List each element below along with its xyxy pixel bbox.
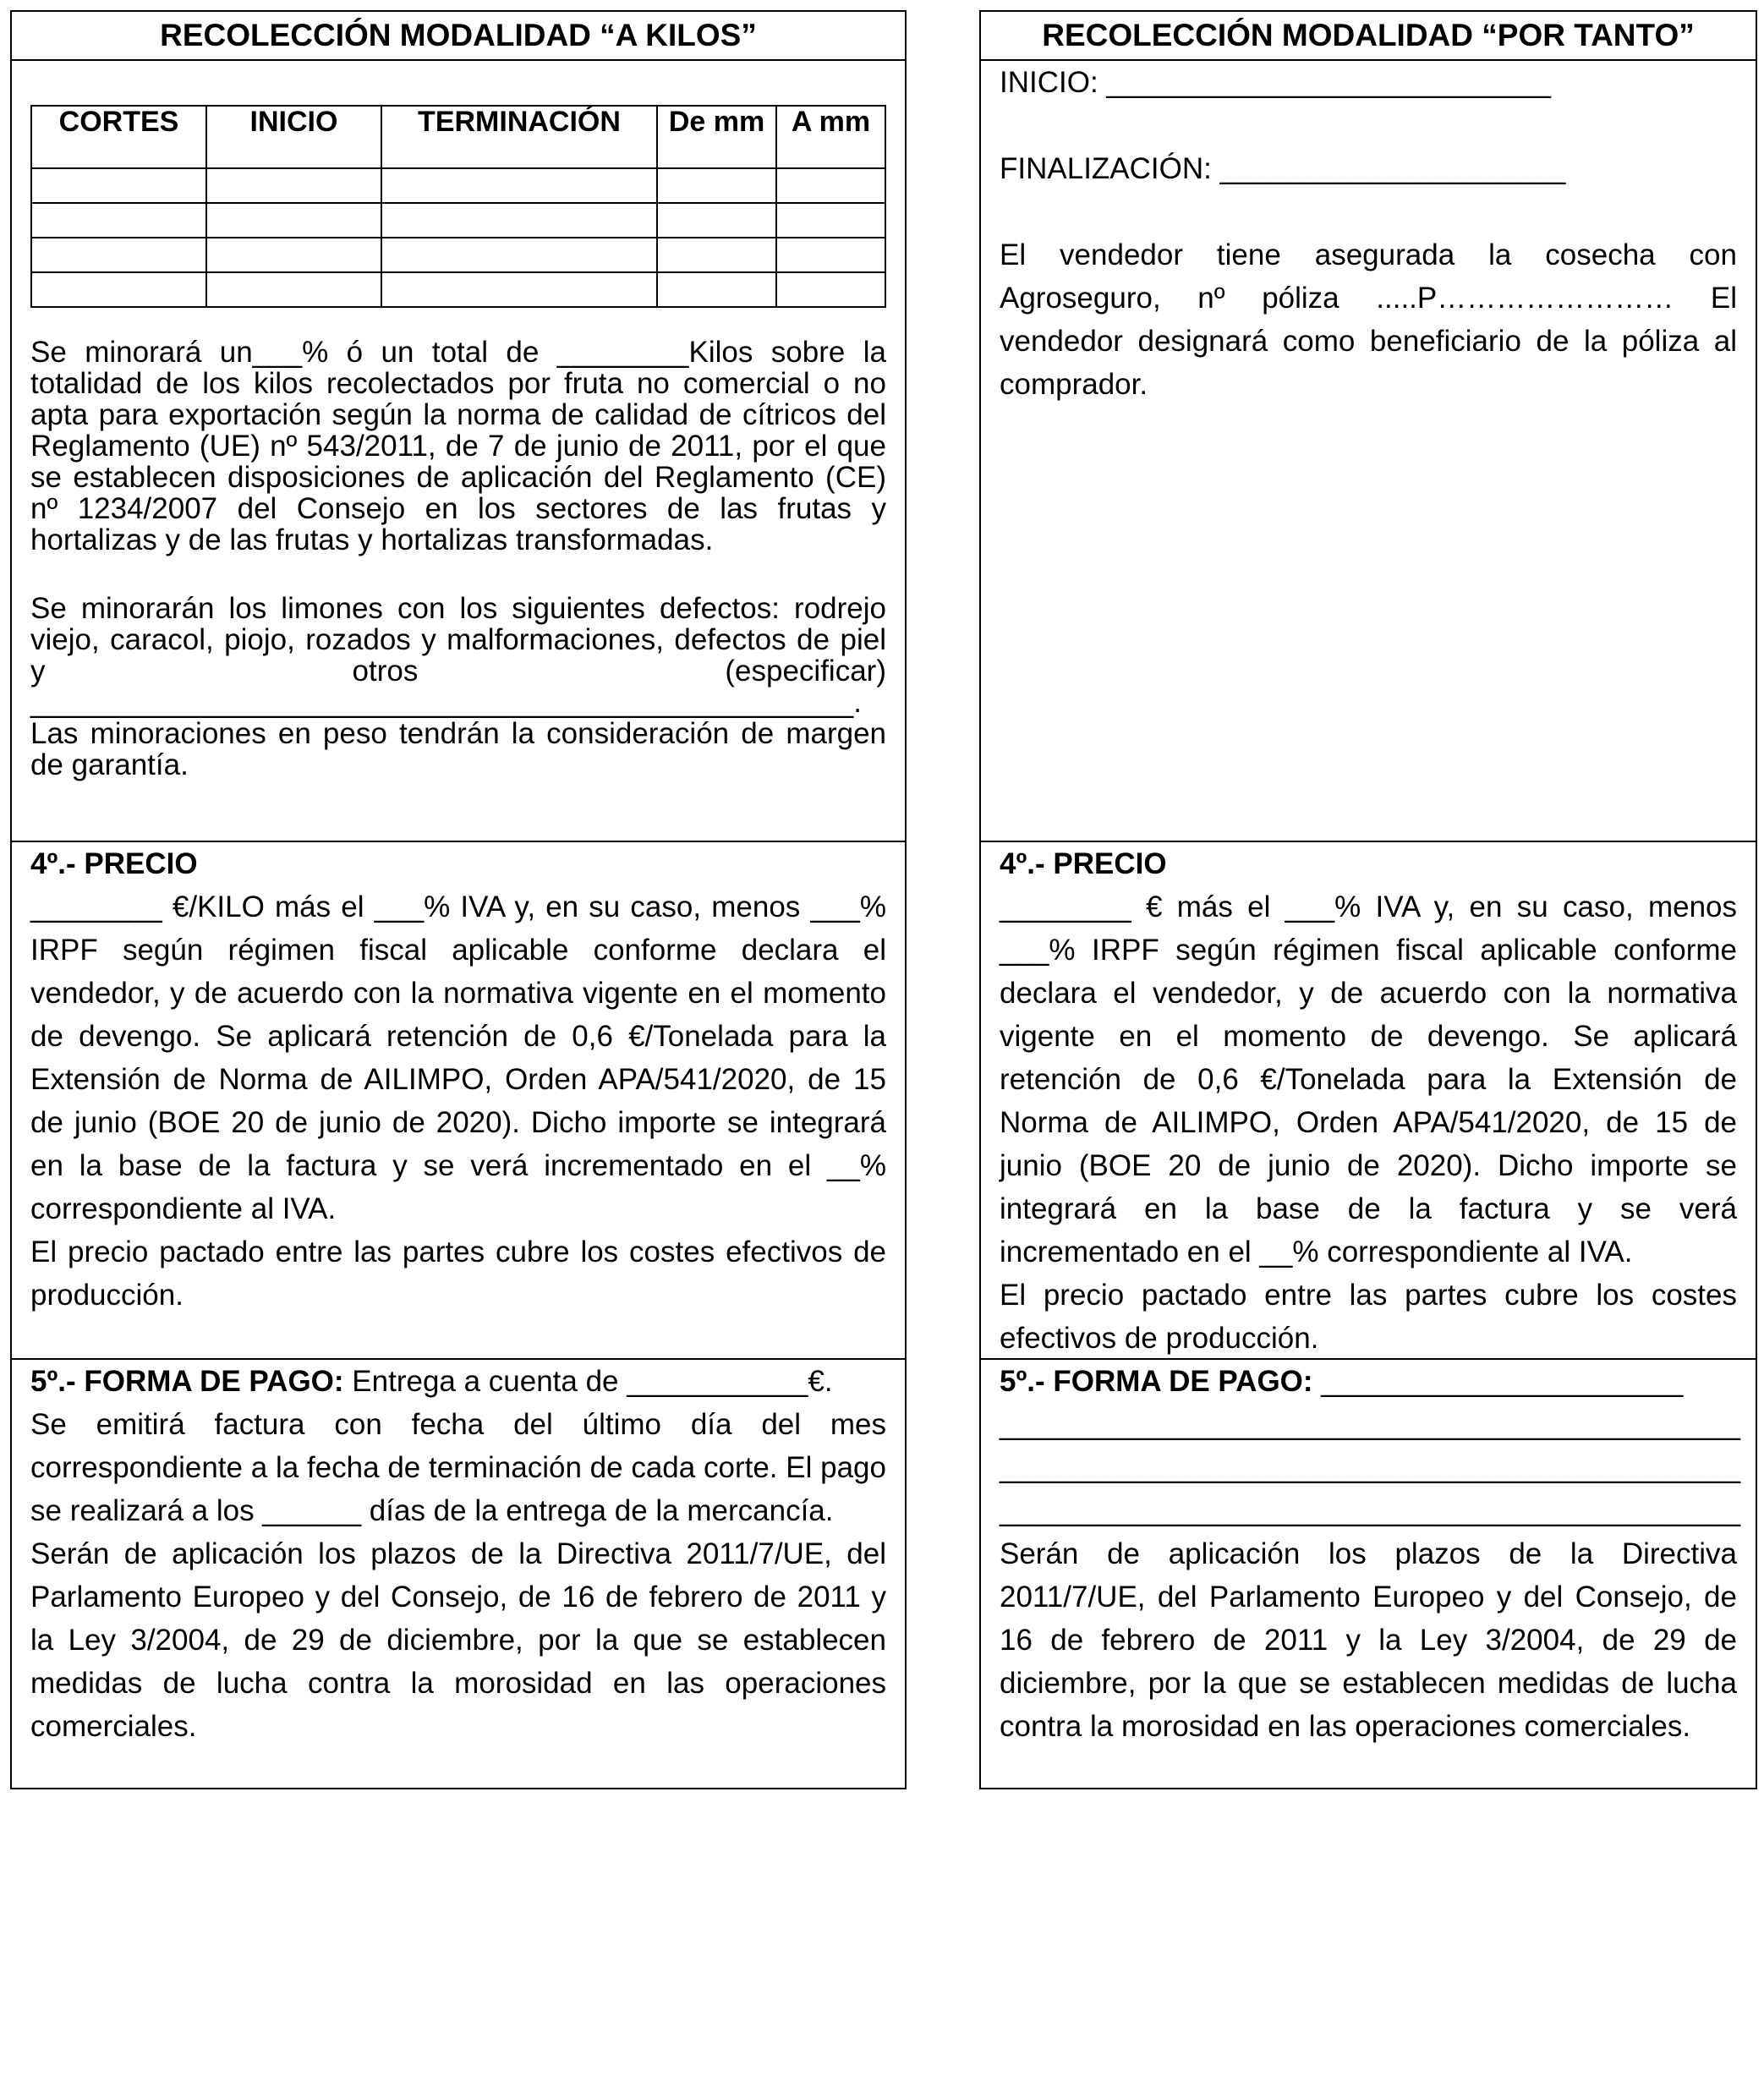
table-cell — [31, 168, 206, 203]
por-tanto-pago-plazos: Serán de aplicación los plazos de la Directiva 2011/7/UE, del Parlamento Europeo y del Consejo, de 16 de febrero de 2011 y la Ley 3/2004, de 29 de diciembre, por la que se establecen medidas de lucha contra la morosidad en las operaciones comerciales. — [1000, 1537, 1737, 1743]
table-cell — [657, 203, 776, 238]
table-cell — [776, 203, 885, 238]
table-row — [31, 203, 885, 238]
finalizacion-field: FINALIZACIÓN: _____________________ — [1000, 152, 1566, 185]
pago-blank-line: _____________________________________________ — [1000, 1494, 1740, 1527]
kilos-title-section — [12, 12, 905, 59]
table-cell — [776, 272, 885, 307]
por-tanto-precio-section — [981, 841, 1756, 1358]
table-row — [31, 272, 885, 307]
kilos-precio-section — [12, 841, 905, 1358]
table-cell — [776, 168, 885, 203]
por-tanto-precio-costes: El precio pactado entre las partes cubre los costes efectivos de producción. — [1000, 1279, 1737, 1355]
table-cell — [657, 168, 776, 203]
table-cell — [381, 272, 657, 307]
kilos-precio-costes: El precio pactado entre las partes cubre los costes efectivos de producción. — [30, 1236, 886, 1312]
table-cell — [206, 168, 381, 203]
kilos-pago-section — [12, 1358, 905, 1788]
pago-blank-line: _____________________________________________ — [1000, 1451, 1740, 1484]
por-tanto-column — [979, 10, 1757, 1789]
kilos-conditions-section — [12, 59, 905, 841]
table-cell — [381, 168, 657, 203]
por-tanto-precio-text: ________ € más el ___% IVA y, en su caso, menos ___% IRPF según régimen fiscal aplicable conforme declara el vendedor, y de acuerdo con la normativa vigente en el momento de devengo. Se aplicará retención de 0,6 €/Tonelada para la Extensión de Norma de AILIMPO, Orden APA/541/2020, de 15 de junio (BOE 20 de junio de 2020). Dicho importe se integrará en la base de la factura y se verá incrementado en el __% correspondiente al IVA. — [1000, 890, 1737, 1268]
table-cell — [206, 203, 381, 238]
por-tanto-precio-heading: 4º.- PRECIO — [1000, 847, 1167, 880]
garantia-paragraph: Las minoraciones en peso tendrán la consideración de margen de garantía. — [30, 717, 886, 781]
table-cell — [31, 238, 206, 272]
inicio-field: INICIO: ___________________________ — [1000, 66, 1551, 99]
table-row — [31, 238, 885, 272]
col-header-inicio: INICIO — [206, 106, 381, 168]
col-header-a-mm: A mm — [776, 106, 885, 168]
kilos-pago-plazos: Serán de aplicación los plazos de la Directiva 2011/7/UE, del Parlamento Europeo y del Consejo, de 16 de febrero de 2011 y la Ley 3/2004, de 29 de diciembre, por la que se establecen medidas de lucha contra la morosidad en las operaciones comerciales. — [30, 1537, 886, 1743]
por-tanto-pago-blank: ______________________ — [1312, 1365, 1684, 1398]
table-cell — [657, 272, 776, 307]
minoracion-paragraph: Se minorará un___% ó un total de ________Kilos sobre la totalidad de los kilos recolectados por fruta no comercial o no apta para exportación según la norma de calidad de cítricos del Reglamento (UE) nº 543/2011, de 7 de junio de 2011, por el que se establecen disposiciones de aplicación del Reglamento (CE) nº 1234/2007 del Consejo en los sectores de las frutas y hortalizas y de las frutas y hortalizas transformadas. — [30, 336, 886, 556]
table-cell — [31, 272, 206, 307]
table-cell — [657, 238, 776, 272]
por-tanto-pago-heading: 5º.- FORMA DE PAGO: — [1000, 1365, 1313, 1398]
por-tanto-pago-section — [981, 1358, 1756, 1788]
cuts-table — [30, 105, 886, 308]
por-tanto-title: RECOLECCIÓN MODALIDAD “POR TANTO” — [1042, 18, 1695, 52]
col-header-cortes: CORTES — [31, 106, 206, 168]
kilos-pago-heading: 5º.- FORMA DE PAGO: — [30, 1365, 344, 1398]
kilos-column — [10, 10, 907, 1789]
table-cell — [776, 238, 885, 272]
kilos-title: RECOLECCIÓN MODALIDAD “A KILOS” — [160, 18, 757, 52]
table-cell — [31, 203, 206, 238]
table-cell — [381, 203, 657, 238]
kilos-precio-heading: 4º.- PRECIO — [30, 847, 198, 880]
table-row — [31, 168, 885, 203]
por-tanto-dates-section — [981, 59, 1756, 841]
col-header-terminacion: TERMINACIÓN — [381, 106, 657, 168]
table-cell — [206, 238, 381, 272]
cuts-table-header — [31, 106, 885, 168]
kilos-precio-text: ________ €/KILO más el ___% IVA y, en su caso, menos ___% IRPF según régimen fiscal aplicable conforme declara el vendedor, y de acuerdo con la normativa vigente en el momento de devengo. Se aplicará retención de 0,6 €/Tonelada para la Extensión de Norma de AILIMPO, Orden APA/541/2020, de 15 de junio (BOE 20 de junio de 2020). Dicho importe se integrará en la base de la factura y se verá incrementado en el __% correspondiente al IVA. — [30, 890, 886, 1225]
defectos-paragraph: Se minorarán los limones con los siguientes defectos: rodrejo viejo, caracol, piojo, rozados y malformaciones, defectos de piel y otros (especificar) __________________________________________________. — [30, 592, 886, 719]
table-cell — [381, 238, 657, 272]
col-header-de-mm: De mm — [657, 106, 776, 168]
por-tanto-title-section — [981, 12, 1756, 59]
kilos-pago-factura: Se emitirá factura con fecha del último día del mes correspondiente a la fecha de terminación de cada corte. El pago se realizará a los ______ días de la entrega de la mercancía. — [30, 1408, 886, 1527]
seguro-paragraph: El vendedor tiene asegurada la cosecha con Agroseguro, nº póliza .....P…………………… El vendedor designará como beneficiario de la póliza al comprador. — [1000, 238, 1737, 401]
pago-blank-line: _____________________________________________ — [1000, 1408, 1740, 1441]
kilos-pago-entrega: Entrega a cuenta de ___________€. — [343, 1365, 833, 1398]
table-cell — [206, 272, 381, 307]
